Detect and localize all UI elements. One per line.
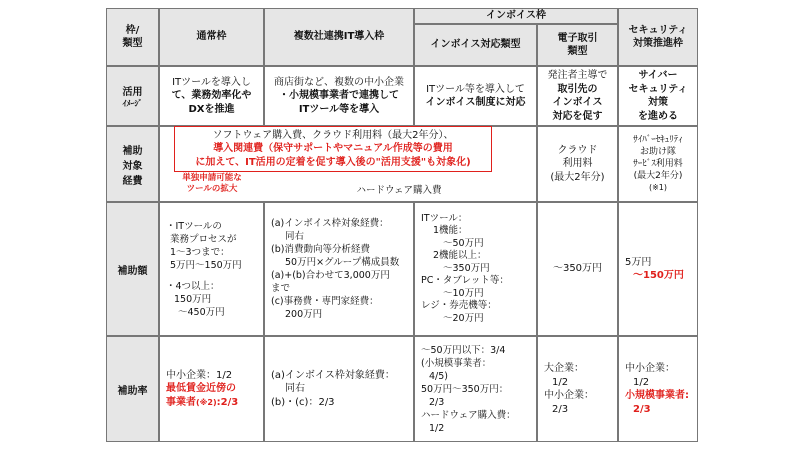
- rate-line: 大企業：: [544, 363, 584, 374]
- header-multi: 複数社連携IT導入枠: [264, 8, 414, 66]
- row-label-line: 対象: [122, 160, 143, 172]
- amount-line: まで: [271, 283, 291, 294]
- amount-line: ～10万円: [443, 287, 484, 299]
- header-security-line: セキュリティ: [628, 24, 688, 36]
- amount-line: 50万円×グループ構成員数: [285, 257, 400, 268]
- rate-red-text: :2/3: [216, 396, 239, 408]
- row-label-usage: [106, 66, 159, 126]
- row-label-line: 補助: [122, 145, 143, 157]
- amount-e-commerce: ～350万円: [537, 202, 618, 336]
- rate-line: 1/2: [429, 422, 445, 434]
- amount-line: (a)インボイス枠対象経費：: [271, 218, 389, 229]
- amount-line: 5万円: [625, 256, 652, 268]
- usage-normal: [159, 66, 264, 126]
- rate-line: 2/3: [429, 396, 445, 408]
- header-e-commerce-line: 電子取引: [557, 32, 598, 44]
- header-invoice-type: インボイス対応類型: [414, 24, 537, 66]
- usage-line: DXを推進: [188, 103, 235, 115]
- row-label-line: 経費: [122, 175, 143, 187]
- amount-line: レジ・券売機等：: [421, 300, 497, 312]
- expenses-line: お助け隊: [639, 147, 676, 157]
- expenses-line: (最大2年分): [550, 171, 605, 183]
- expenses-e-commerce: [537, 126, 618, 202]
- rate-line: 中小企業：: [544, 390, 594, 401]
- usage-line: 取引先の: [557, 83, 598, 95]
- amount-line: 業務プロセスが: [170, 233, 237, 245]
- amount-line: ・4つ以上：: [166, 280, 220, 292]
- header-type-line: 類型: [122, 38, 143, 49]
- software-line: に加えて、IT活用の定着を促す導入後の"活用支援"も対象化): [195, 156, 471, 168]
- expenses-security: [618, 126, 698, 202]
- amount-line: ～150万円: [633, 270, 684, 281]
- software-line: 導入関連費（保守サポートやマニュアル作成等の費用: [213, 143, 453, 155]
- usage-line: 対応を促す: [552, 110, 603, 122]
- rate-line: 同右: [285, 383, 305, 395]
- expenses-line: ｻｰﾋﾞｽ利用料: [633, 159, 683, 169]
- expenses-line: ｻｲﾊﾞｰｾｷｭﾘﾃｨ: [633, 135, 683, 145]
- amount-line: 200万円: [285, 309, 323, 320]
- rate-line: [166, 396, 238, 410]
- expenses-line: 利用料: [562, 158, 593, 170]
- usage-line: て、業務効率化や: [171, 90, 252, 102]
- usage-line: インボイス: [552, 97, 603, 108]
- header-e-commerce-line: 類型: [567, 46, 588, 57]
- note-line: 単独申請可能な: [182, 173, 242, 183]
- rate-line: 中小企業：1/2: [166, 369, 233, 381]
- amount-normal: [159, 202, 264, 336]
- usage-line: ITツールを導入し: [172, 76, 251, 88]
- rate-line: (小規模事業者：: [421, 357, 492, 369]
- row-label-amount: 補助額: [106, 202, 159, 336]
- subsidy-table: [106, 8, 698, 442]
- usage-line: を進める: [638, 110, 678, 122]
- row-label-line: ｲﾒｰｼﾞ: [122, 99, 143, 108]
- amount-line: ～450万円: [178, 306, 225, 318]
- expenses-line: クラウド: [557, 144, 598, 156]
- note-line: ツールの拡大: [186, 184, 238, 194]
- header-security-line: 対策推進枠: [633, 38, 683, 49]
- software-line: ソフトウェア購入費、クラウド利用料（最大2年分）、: [212, 129, 454, 141]
- amount-security: [618, 202, 698, 336]
- usage-line: ・小規模事業者で連携して: [279, 90, 399, 102]
- usage-line: ITツール等を導入して: [426, 83, 525, 95]
- rate-e-commerce: [537, 336, 618, 442]
- amount-multi: [264, 202, 414, 336]
- usage-line: ITツール等を導入: [298, 103, 380, 115]
- usage-line: 発注者主導で: [547, 70, 608, 81]
- amount-line: 同右: [285, 231, 305, 242]
- expenses-line: (※1): [648, 183, 668, 192]
- rate-line: 2/3: [552, 403, 569, 415]
- header-invoice-group: インボイス枠: [414, 8, 618, 24]
- rate-line: ～50万円以下：3/4: [421, 344, 506, 356]
- amount-line: 2機能以上：: [433, 250, 487, 262]
- amount-line: 1機能：: [433, 225, 468, 237]
- usage-line: 商店街など、複数の中小企業: [274, 76, 404, 88]
- row-label-expenses: [106, 126, 159, 202]
- amount-line: ・ITツールの: [166, 220, 222, 232]
- rate-line: 4/5): [429, 370, 448, 382]
- rate-line: 最低賃金近傍の: [166, 383, 236, 395]
- usage-line: サイバー: [638, 70, 678, 81]
- usage-line: インボイス制度に対応: [425, 97, 526, 108]
- rate-line: 1/2: [633, 376, 650, 388]
- rate-line: (b)・(c)：2/3: [271, 396, 335, 408]
- rate-line: 50万円～350万円：: [421, 383, 509, 395]
- amount-line: (c)事務費・専門家経費：: [271, 296, 379, 307]
- amount-line: ITツール：: [421, 212, 468, 224]
- expenses-line: (最大2年分): [633, 171, 683, 181]
- rate-line: 2/3: [633, 403, 651, 415]
- software-expense-box: [174, 126, 492, 172]
- amount-line: 1～3つまで：: [170, 246, 230, 258]
- usage-security: [618, 66, 698, 126]
- rate-invoice: [414, 336, 537, 442]
- rate-line: 1/2: [552, 376, 569, 388]
- rate-line: 小規模事業者:: [625, 390, 689, 401]
- amount-line: ～50万円: [443, 237, 484, 249]
- usage-multi: [264, 66, 414, 126]
- amount-invoice: [414, 202, 537, 336]
- amount-line: ～20万円: [443, 312, 484, 324]
- expenses-hardware: ハードウェア購入費: [356, 185, 442, 196]
- header-type-line: 枠/: [125, 24, 140, 36]
- usage-line: 対策: [648, 97, 668, 108]
- row-label-rate: 補助率: [106, 336, 159, 442]
- rate-security: [618, 336, 698, 442]
- amount-line: 5万円～150万円: [170, 259, 242, 271]
- header-security: [618, 8, 698, 66]
- rate-line: 中小企業：: [625, 363, 675, 374]
- expenses-normal-note: [162, 173, 262, 195]
- rate-normal: [159, 336, 264, 442]
- amount-line: (a)+(b)合わせて3,000万円: [271, 270, 390, 281]
- header-normal: 通常枠: [159, 8, 264, 66]
- rate-multi: [264, 336, 414, 442]
- amount-line: PC・タブレット等：: [421, 275, 509, 287]
- rate-line: (a)インボイス枠対象経費：: [271, 369, 395, 381]
- usage-line: セキュリティ: [628, 83, 688, 95]
- rate-red-note: (※2): [196, 397, 217, 407]
- amount-line: (b)消費動向等分析経費: [271, 244, 370, 255]
- usage-invoice: [414, 66, 537, 126]
- rate-red-text: 事業者: [166, 396, 196, 408]
- amount-line: 150万円: [174, 293, 212, 305]
- row-label-line: 活用: [122, 87, 143, 98]
- rate-line: ハードウェア購入費：: [421, 409, 516, 421]
- usage-e-commerce: [537, 66, 618, 126]
- header-type: [106, 8, 159, 66]
- header-e-commerce: [537, 24, 618, 66]
- amount-line: ～350万円: [443, 262, 490, 274]
